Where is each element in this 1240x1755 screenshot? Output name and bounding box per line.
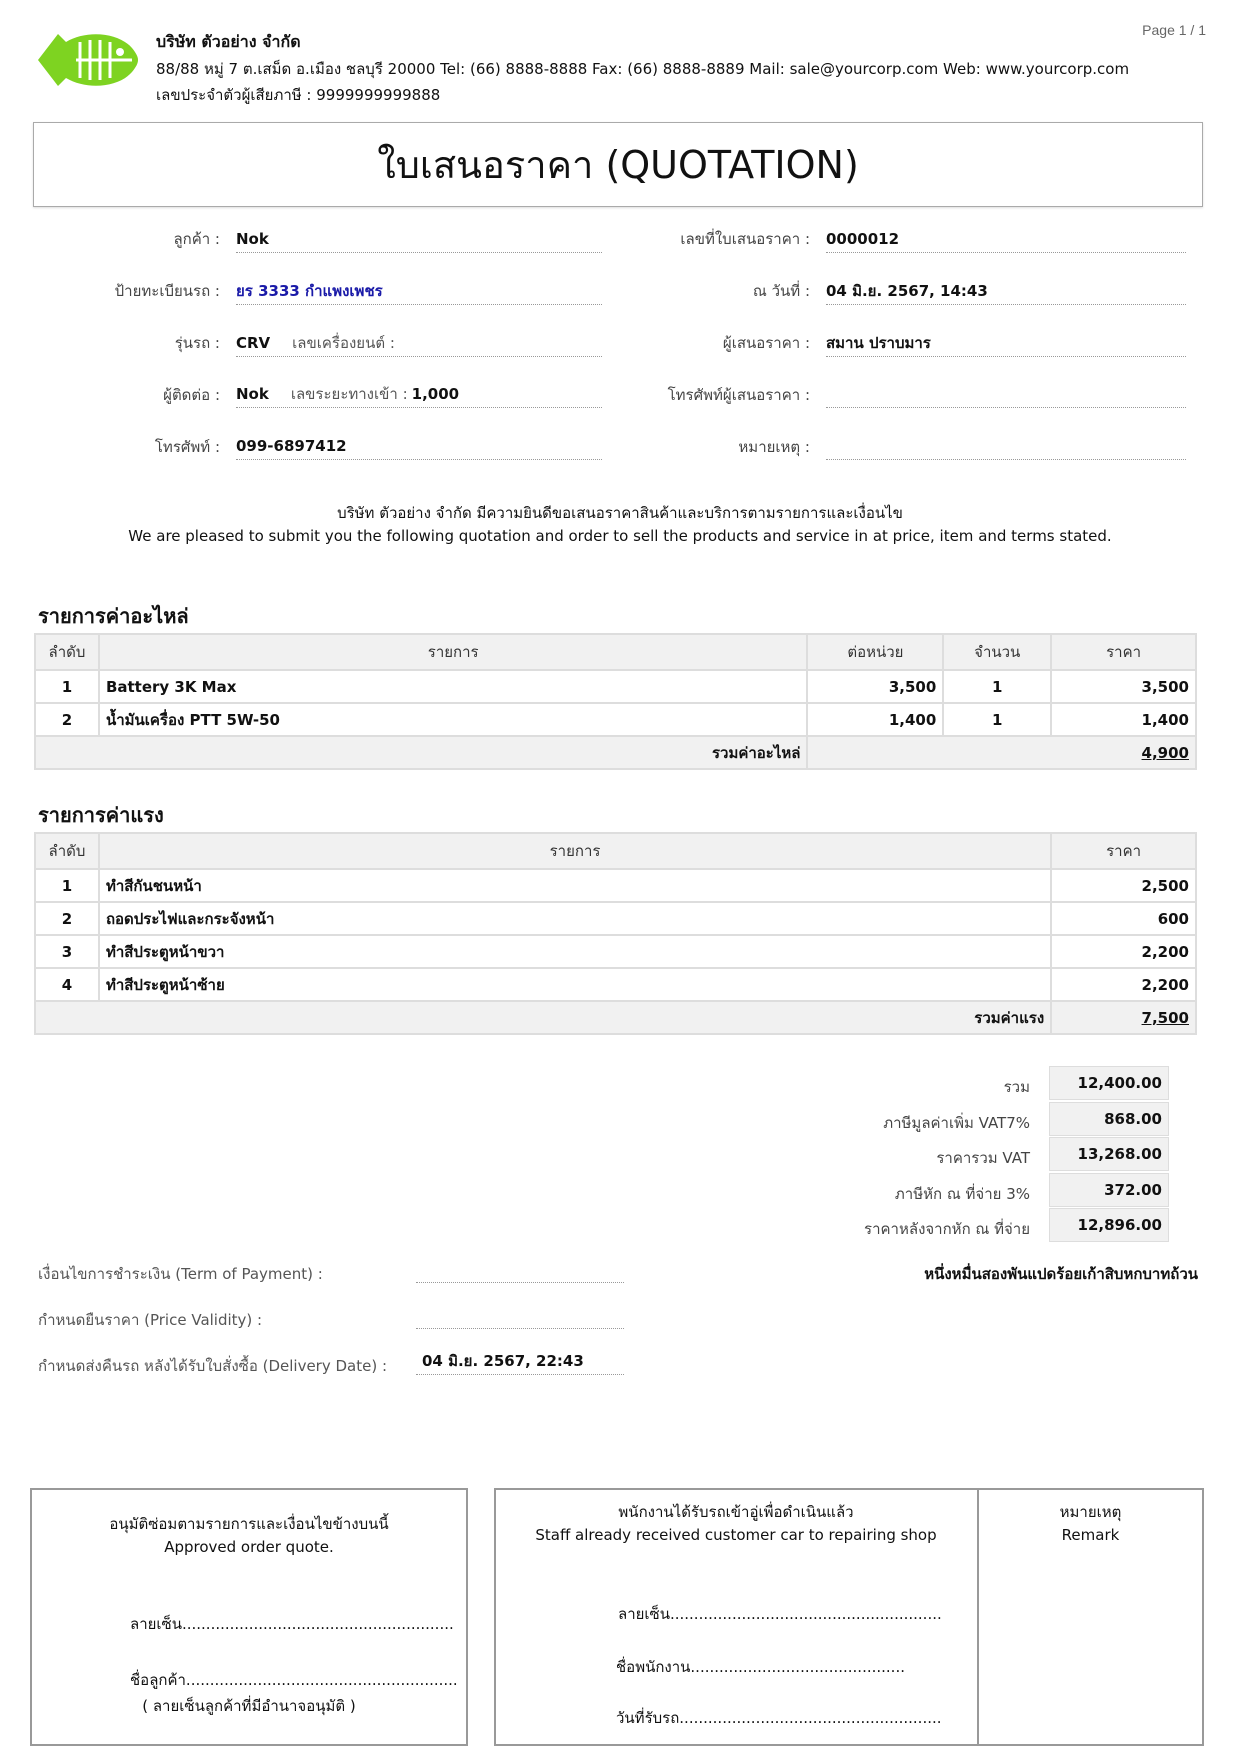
- labor-header-price: ราคา: [1051, 833, 1196, 869]
- date-value: 04 มิ.ย. 2567, 14:43: [826, 278, 1186, 305]
- labor-header-no: ลำดับ: [35, 833, 99, 869]
- company-tax-id: เลขประจำตัวผู้เสียภาษี : 9999999999888: [156, 86, 441, 104]
- contact-value: Nok เลขระยะทางเข้า : 1,000: [236, 381, 602, 408]
- company-name: บริษัท ตัวอย่าง จำกัด: [156, 32, 301, 51]
- table-row: 2 น้ำมันเครื่อง PTT 5W-50 1,400 1 1,400: [35, 703, 1196, 736]
- staff-thai: พนักงานได้รับรถเข้าอู่เพื่อดำเนินแล้ว: [618, 1503, 854, 1521]
- parts-section-title: รายการค่าอะไหล่: [38, 604, 189, 628]
- payment-term-value: [416, 1256, 624, 1283]
- labor-table: [34, 832, 1197, 1035]
- customer-label: ลูกค้า :: [173, 230, 220, 248]
- delivery-date-value: 04 มิ.ย. 2567, 22:43: [416, 1348, 624, 1375]
- approval-thai: อนุมัติซ่อมตามรายการและเงื่อนไขข้างบนนี้: [109, 1515, 389, 1533]
- parts-header-item: รายการ: [99, 634, 808, 670]
- table-row: 3 ทำสีประตูหน้าขวา 2,200: [35, 935, 1196, 968]
- offerer-label: ผู้เสนอราคา :: [722, 334, 810, 352]
- total-label: รวม: [1003, 1078, 1030, 1096]
- model-value: CRV เลขเครื่องยนต์ :: [236, 330, 602, 357]
- parts-sum-row: [35, 736, 1196, 769]
- labor-sum-label: รวมค่าแรง: [35, 1001, 1051, 1034]
- total-with-vat-value: 13,268.00: [1049, 1137, 1169, 1171]
- table-row: 4 ทำสีประตูหน้าซ้าย 2,200: [35, 968, 1196, 1001]
- mileage-value: 1,000: [411, 385, 460, 403]
- withholding-value: 372.00: [1049, 1173, 1169, 1207]
- parts-table: [34, 633, 1197, 770]
- offerer-value: สมาน ปราบมาร: [826, 330, 1186, 357]
- parts-header-no: ลำดับ: [35, 634, 99, 670]
- company-logo: [36, 28, 140, 92]
- amount-in-words: หนึ่งหมื่นสองพันแปดร้อยเก้าสิบหกบาทถ้วน: [924, 1265, 1198, 1283]
- labor-sum-row: [35, 1001, 1196, 1034]
- table-row: 2 ถอดประไฟและกระจังหน้า 600: [35, 902, 1196, 935]
- approval-english: Approved order quote.: [164, 1538, 334, 1556]
- table-row: 1 Battery 3K Max 3,500 1 3,500: [35, 670, 1196, 703]
- approval-signature-line: ลายเซ็น.........................................................: [130, 1615, 454, 1633]
- quote-no-label: เลขที่ใบเสนอราคา :: [680, 230, 810, 248]
- parts-header-qty: จำนวน: [943, 634, 1051, 670]
- plate-label: ป้ายทะเบียนรถ :: [114, 282, 220, 300]
- parts-sum-value: 4,900: [1141, 743, 1189, 762]
- withholding-label: ภาษีหัก ณ ที่จ่าย 3%: [894, 1185, 1030, 1203]
- remark-value: [826, 433, 1186, 460]
- payment-term-label: เงื่อนไขการชำระเงิน (Term of Payment) :: [38, 1265, 323, 1283]
- remark-box-english: Remark: [1061, 1526, 1120, 1544]
- labor-sum-value: 7,500: [1141, 1008, 1189, 1027]
- vat-value: 868.00: [1049, 1102, 1169, 1136]
- customer-name-line: ชื่อลูกค้า.........................................................: [130, 1671, 458, 1689]
- labor-header-item: รายการ: [99, 833, 1051, 869]
- customer-value: Nok: [236, 226, 602, 253]
- parts-sum-label: รวมค่าอะไหล่: [35, 736, 807, 769]
- staff-name-line: ชื่อพนักงาน.............................................: [616, 1658, 905, 1676]
- parts-header-price: ราคา: [1051, 634, 1196, 670]
- offerer-phone-value: [826, 381, 1186, 408]
- intro-thai: บริษัท ตัวอย่าง จำกัด มีความยินดีขอเสนอราคาสินค้าและบริการตามรายการและเงื่อนไข: [337, 504, 903, 522]
- parts-header-unit: ต่อหน่วย: [807, 634, 943, 670]
- company-address: 88/88 หมู่ 7 ต.เสม็ด อ.เมือง ชลบุรี 20000 Tel: (66) 8888-8888 Fax: (66) 8888-8889 Mail: sale@yourcorp.com Web: www.yourcorp.com: [156, 60, 1130, 78]
- staff-english: Staff already received customer car to repairing shop: [535, 1526, 937, 1544]
- quote-no-value: 0000012: [826, 226, 1186, 253]
- engine-label: เลขเครื่องยนต์ :: [292, 334, 395, 352]
- total-value: 12,400.00: [1049, 1066, 1169, 1100]
- contact-label: ผู้ติดต่อ :: [163, 386, 220, 404]
- phone-value: 099-6897412: [236, 433, 602, 460]
- offerer-phone-label: โทรศัพท์ผู้เสนอราคา :: [667, 386, 810, 404]
- labor-section-title: รายการค่าแรง: [38, 803, 164, 827]
- remark-label: หมายเหตุ :: [738, 438, 810, 456]
- net-label: ราคาหลังจากหัก ณ ที่จ่าย: [864, 1220, 1030, 1238]
- intro-english: We are pleased to submit you the following quotation and order to sell the products and service in at price, item and terms stated.: [128, 527, 1112, 545]
- staff-signature-line: ลายเซ็น.........................................................: [618, 1605, 942, 1623]
- date-label: ณ วันที่ :: [752, 282, 810, 300]
- mileage-label: เลขระยะทางเข้า :: [290, 385, 408, 403]
- document-title: ใบเสนอราคา (QUOTATION): [33, 122, 1203, 207]
- table-row: 1 ทำสีกันชนหน้า 2,500: [35, 869, 1196, 902]
- net-value: 12,896.00: [1049, 1208, 1169, 1242]
- total-with-vat-label: ราคารวม VAT: [936, 1149, 1030, 1167]
- model-label: รุ่นรถ :: [174, 334, 220, 352]
- remark-box-thai: หมายเหตุ: [1059, 1503, 1122, 1521]
- price-validity-value: [416, 1302, 624, 1329]
- vat-label: ภาษีมูลค่าเพิ่ม VAT7%: [883, 1114, 1030, 1132]
- page-number: Page 1 / 1: [1142, 22, 1206, 38]
- price-validity-label: กำหนดยืนราคา (Price Validity) :: [38, 1311, 263, 1329]
- approval-note: ( ลายเซ็นลูกค้าที่มีอำนาจอนุมัติ ): [142, 1697, 356, 1715]
- delivery-date-label: กำหนดส่งคืนรถ หลังได้รับใบสั่งซื้อ (Delivery Date) :: [38, 1357, 388, 1375]
- plate-value: ยร 3333 กำแพงเพชร: [236, 278, 602, 305]
- receive-date-line: วันที่รับรถ.......................................................: [616, 1709, 942, 1727]
- phone-label: โทรศัพท์ :: [154, 438, 220, 456]
